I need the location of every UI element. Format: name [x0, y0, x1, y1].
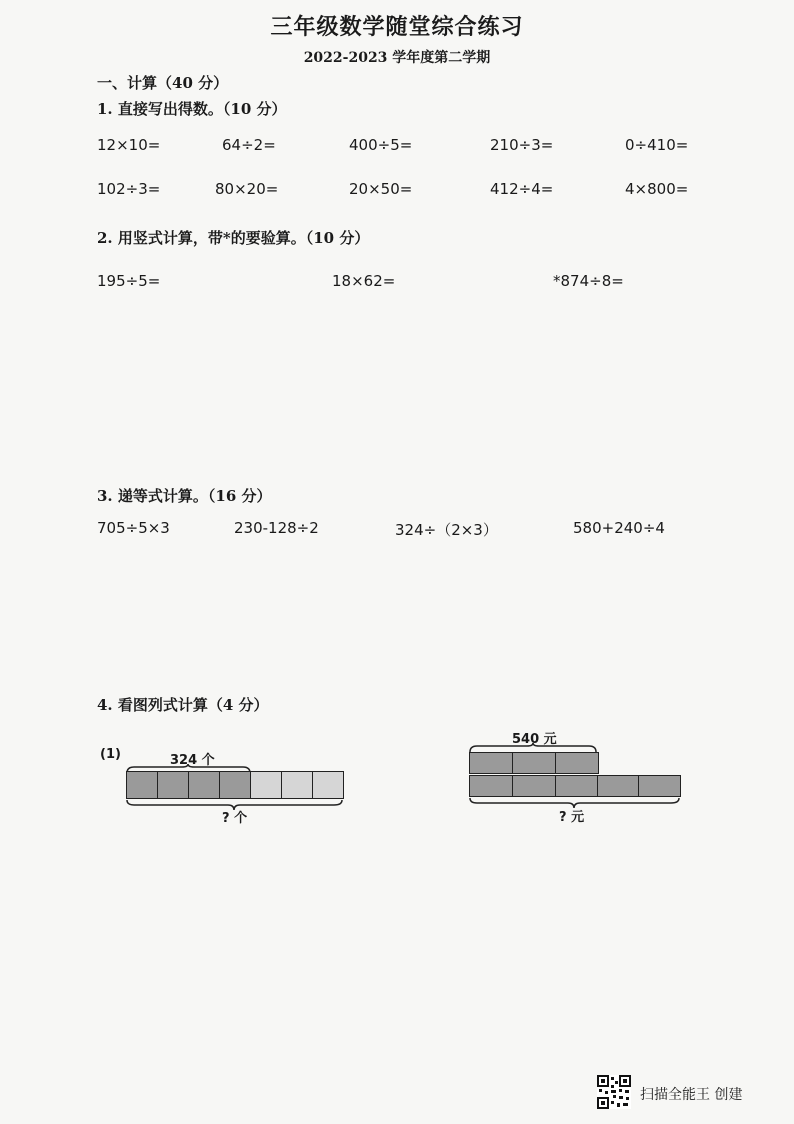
bar-cell: [556, 776, 598, 796]
bar-cell: [220, 772, 251, 798]
q1-item: 0÷410=: [625, 136, 689, 154]
figure-2-bottom-label: ? 元: [559, 810, 585, 825]
q2-item: *874÷8=: [553, 272, 624, 290]
q1-item: 102÷3=: [97, 180, 161, 198]
figure-2-bottom-bar: [469, 775, 681, 797]
bar-cell: [513, 776, 556, 796]
figure-2-top-label: 540 元: [512, 732, 557, 747]
q1-item: 64÷2=: [222, 136, 276, 154]
bar-cell: [556, 753, 598, 773]
bar-cell: [513, 753, 556, 773]
q3-item: 324÷（2×3）: [395, 521, 498, 539]
section-1-heading: 一、计算（40 分）: [97, 74, 229, 92]
bar-cell: [598, 776, 639, 796]
bar-cell: [470, 776, 513, 796]
bar-cell: [189, 772, 220, 798]
bar-cell: [127, 772, 158, 798]
q3-item: 705÷5×3: [97, 519, 170, 537]
bar-cell: [639, 776, 680, 796]
page-subtitle: 2022-2023 学年度第二学期: [303, 50, 491, 66]
figure-2-top-bar: [469, 752, 599, 774]
q2-item: 18×62=: [332, 272, 396, 290]
q1-item: 210÷3=: [490, 136, 554, 154]
question-1-heading: 1. 直接写出得数。（10 分）: [97, 100, 287, 118]
figure-1-bar: [126, 771, 344, 799]
bar-cell: [158, 772, 189, 798]
bar-cell: [282, 772, 313, 798]
q1-item: 80×20=: [215, 180, 279, 198]
question-4-heading: 4. 看图列式计算（4 分）: [97, 696, 269, 714]
question-2-heading: 2. 用竖式计算，带*的要验算。（10 分）: [97, 229, 370, 247]
q2-item: 195÷5=: [97, 272, 161, 290]
figure-1-bottom-label: ? 个: [222, 811, 248, 826]
bar-cell: [251, 772, 282, 798]
q1-item: 400÷5=: [349, 136, 413, 154]
q1-item: 412÷4=: [490, 180, 554, 198]
q1-item: 20×50=: [349, 180, 413, 198]
figure-1-top-label: 324 个: [170, 753, 215, 768]
page-title: 三年级数学随堂综合练习: [270, 14, 524, 40]
q3-item: 230-128÷2: [234, 519, 319, 537]
bar-cell: [470, 753, 513, 773]
q1-item: 12×10=: [97, 136, 161, 154]
footer-text: 扫描全能王 创建: [640, 1087, 743, 1103]
qr-code-icon: [597, 1075, 631, 1109]
bar-cell: [313, 772, 343, 798]
q1-item: 4×800=: [625, 180, 689, 198]
figure-1-label: (1): [100, 747, 121, 762]
question-3-heading: 3. 递等式计算。（16 分）: [97, 487, 272, 505]
q3-item: 580+240÷4: [573, 519, 665, 537]
